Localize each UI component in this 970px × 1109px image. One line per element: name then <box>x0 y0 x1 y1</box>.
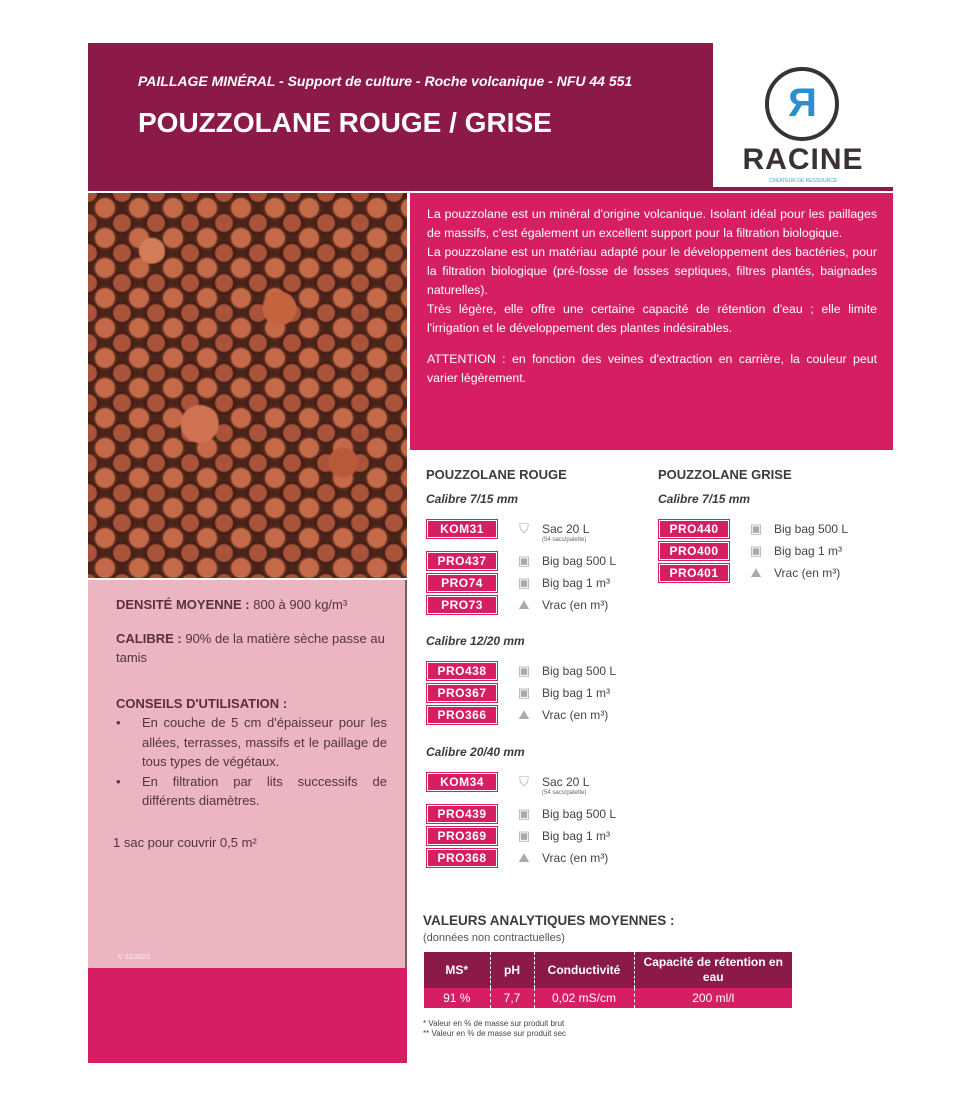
calibre-heading: Calibre 20/40 mm <box>426 745 525 759</box>
page-title: POUZZOLANE ROUGE / GRISE <box>138 107 552 138</box>
product-code: PRO368 <box>428 850 496 866</box>
product-packaging: Big bag 500 L <box>542 807 617 821</box>
product-code: PRO367 <box>428 685 496 701</box>
table-header-row <box>424 952 792 988</box>
packaging-note: (54 sacs/palette) <box>542 790 587 796</box>
product-row <box>428 773 589 791</box>
analysis-subtitle: (données non contractuelles) <box>423 932 565 944</box>
bigbag-icon: ▣ <box>517 685 531 700</box>
header-ms: MS* <box>424 952 490 988</box>
bigbag-icon: ▣ <box>517 828 531 843</box>
coverage: 1 sac pour couvrir 0,5 m² <box>113 834 257 850</box>
product-row <box>428 805 616 823</box>
tips-list <box>116 713 387 811</box>
product-packaging: Vrac (en m³) <box>542 851 609 865</box>
product-row <box>660 542 842 560</box>
product-code: PRO440 <box>660 521 728 537</box>
bigbag-icon: ▣ <box>749 543 763 558</box>
grise-title: POUZZOLANE GRISE <box>658 467 792 482</box>
product-code: PRO74 <box>428 575 496 591</box>
product-packaging: Vrac (en m³) <box>542 598 609 612</box>
table-row <box>424 988 792 1008</box>
header-retention: Capacité de rétention en eau <box>634 952 792 988</box>
logo-r-icon: R <box>765 67 839 141</box>
product-packaging: Sac 20 L <box>542 522 590 536</box>
specs-panel <box>88 580 407 968</box>
value-ph: 7,7 <box>490 988 534 1008</box>
rouge-title: POUZZOLANE ROUGE <box>426 467 567 482</box>
product-code: PRO439 <box>428 806 496 822</box>
product-packaging: Vrac (en m³) <box>542 708 609 722</box>
product-code: PRO366 <box>428 707 496 723</box>
product-packaging: Big bag 1 m³ <box>774 544 843 558</box>
product-packaging: Big bag 1 m³ <box>542 829 611 843</box>
version: V 02/2023 <box>118 954 150 961</box>
product-packaging: Big bag 500 L <box>542 664 617 678</box>
bigbag-icon: ▣ <box>749 521 763 536</box>
tip-item: • En couche de 5 cm d'épaisseur pour les allées, terrasses, massifs et le paillage de tous types de végétaux. <box>116 713 387 772</box>
product-packaging: Big bag 1 m³ <box>542 576 611 590</box>
calibre-heading: Calibre 7/15 mm <box>426 492 519 506</box>
product-row <box>660 520 848 538</box>
racine-logo <box>713 43 893 191</box>
header-banner <box>88 43 713 191</box>
product-row <box>428 684 610 702</box>
product-code: PRO437 <box>428 553 496 569</box>
product-row <box>428 827 610 845</box>
density: DENSITÉ MOYENNE : 800 à 900 kg/m³ <box>116 597 348 612</box>
product-code: PRO438 <box>428 663 496 679</box>
product-code: KOM34 <box>428 774 496 790</box>
bigbag-icon: ▣ <box>517 806 531 821</box>
product-packaging: Big bag 500 L <box>542 554 617 568</box>
bulk-icon: ⛰ <box>518 597 530 612</box>
calibre-heading: Calibre 7/15 mm <box>658 492 751 506</box>
calibre-heading: Calibre 12/20 mm <box>426 634 525 648</box>
attention-note: ATTENTION : en fonction des veines d'extraction en carrière, la couleur peut varier légèrement. <box>427 352 877 385</box>
product-row <box>428 849 608 867</box>
value-conductivity: 0,02 mS/cm <box>534 988 634 1008</box>
bigbag-icon: ▣ <box>517 663 531 678</box>
product-packaging: Vrac (en m³) <box>774 566 841 580</box>
product-row <box>428 552 616 570</box>
product-packaging: Sac 20 L <box>542 775 590 789</box>
header-ph: pH <box>490 952 534 988</box>
product-code: PRO73 <box>428 597 496 613</box>
product-code: PRO401 <box>660 565 728 581</box>
header-conductivity: Conductivité <box>534 952 634 988</box>
product-row <box>428 520 589 538</box>
description-paragraph: La pouzzolane est un matériau adapté pour le développement des bactéries, pour la filtration biologique (pré-fosse de fosses septiques, filtres plantés, baignades naturelles). <box>427 245 877 297</box>
footnote: ** Valeur en % de masse sur produit sec <box>423 1029 567 1038</box>
product-row <box>660 564 840 582</box>
product-code: KOM31 <box>428 521 496 537</box>
packaging-note: (54 sacs/palette) <box>542 537 587 543</box>
logo-name: RACINE <box>742 143 864 176</box>
product-row <box>428 574 610 592</box>
product-row <box>428 662 616 680</box>
product-code: PRO369 <box>428 828 496 844</box>
value-ms: 91 % <box>424 988 490 1008</box>
product-packaging: Big bag 1 m³ <box>542 686 611 700</box>
footer-bar <box>88 968 407 1063</box>
bigbag-icon: ▣ <box>517 553 531 568</box>
sack-icon: ⛉ <box>519 521 529 536</box>
analysis-title: VALEURS ANALYTIQUES MOYENNES : <box>423 913 675 928</box>
value-retention: 200 ml/l <box>634 988 792 1008</box>
description-paragraph: La pouzzolane est un minéral d'origine volcanique. Isolant idéal pour les paillages de massifs, c'est également un excellent support pour la filtration biologique. <box>427 207 877 240</box>
product-row <box>428 596 608 614</box>
footnote: * Valeur en % de masse sur produit brut <box>423 1019 565 1028</box>
bigbag-icon: ▣ <box>517 575 531 590</box>
subtitle: PAILLAGE MINÉRAL - Support de culture - Roche volcanique - NFU 44 551 <box>138 73 633 89</box>
bulk-icon: ⛰ <box>750 565 762 580</box>
logo-tagline: CRÉATEUR DE RESSOURCE <box>768 178 838 184</box>
description-paragraph: Très légère, elle offre une certaine capacité de rétention d'eau ; elle limite l'irrigation et le développement des plantes indésirables. <box>427 302 877 335</box>
calibre-spec: CALIBRE : 90% de la matière sèche passe au tamis <box>116 630 385 665</box>
product-packaging: Big bag 500 L <box>774 522 849 536</box>
conseils-title: CONSEILS D'UTILISATION : <box>116 695 288 711</box>
tip-item: • En filtration par lits successifs de différents diamètres. <box>116 772 387 811</box>
bulk-icon: ⛰ <box>518 707 530 722</box>
product-row <box>428 706 608 724</box>
bulk-icon: ⛰ <box>518 850 530 865</box>
description-panel <box>410 193 893 450</box>
analysis-table <box>424 952 792 1008</box>
sack-icon: ⛉ <box>519 774 529 789</box>
product-photo <box>88 193 407 578</box>
product-code: PRO400 <box>660 543 728 559</box>
